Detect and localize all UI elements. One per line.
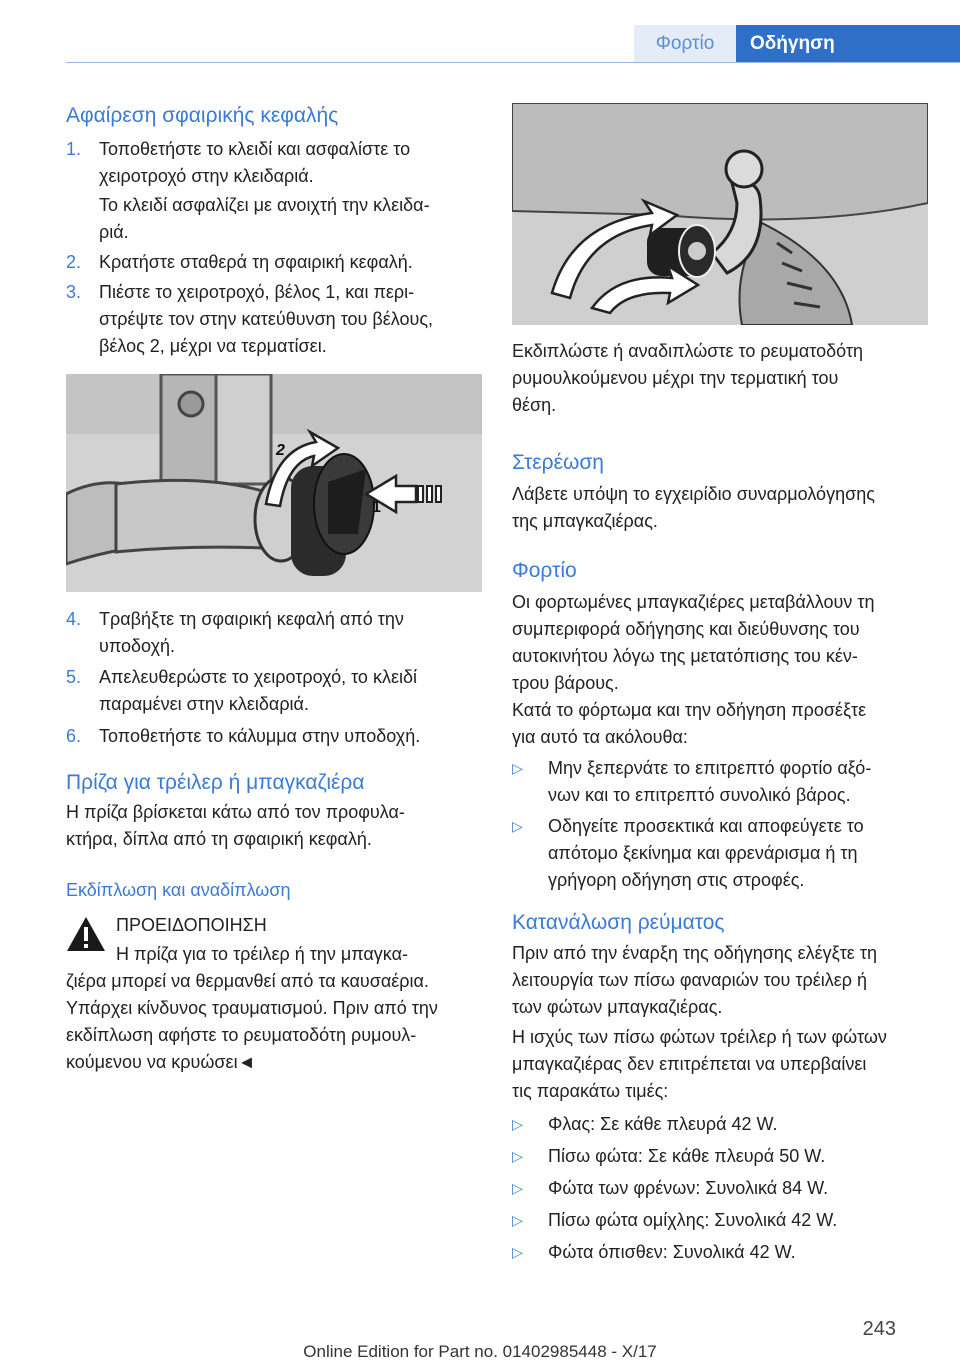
text-line: ζιέρα μπορεί να θερμανθεί από τα καυσαέρια.	[66, 971, 429, 991]
text-line: Υπάρχει κίνδυνος τραυματισμού. Πριν από την	[66, 998, 438, 1018]
step-number: 3.	[66, 282, 82, 302]
step-text	[99, 249, 482, 276]
text-line: κτήρα, δίπλα από τη σφαιρική κεφαλή.	[66, 829, 372, 849]
text-line: νων και το επιτρεπτό συνολικό βάρος.	[548, 785, 851, 805]
header-divider	[66, 62, 960, 63]
page-number: 243	[862, 1318, 896, 1340]
step-line: Τοποθετήστε το κλειδί και ασφαλίστε το	[99, 139, 411, 159]
footer-edition-text: Online Edition for Part no. 01402985448 - X/17	[303, 1342, 657, 1361]
step-number: 4.	[66, 609, 82, 629]
warning-text	[66, 968, 482, 1076]
figure-hand-wheel	[66, 374, 482, 592]
step-line: Πιέστε το χειροτροχό, βέλος 1, και περι‐	[99, 282, 415, 302]
step-list-a	[66, 136, 482, 360]
text-line: Λάβετε υπόψη το εγχειρίδιο συναρμολόγησης	[512, 484, 875, 504]
step-line: Το κλειδί ασφαλίζει με ανοιχτή την κλειδα‐	[99, 195, 430, 215]
step-4	[66, 606, 482, 660]
warning-triangle-icon	[66, 916, 106, 952]
subsection-title-fold: Εκδίπλωση και αναδίπλωση	[66, 880, 291, 900]
step-line: Κρατήστε σταθερά τη σφαιρική κεφαλή.	[99, 252, 413, 272]
power-bullet	[512, 1143, 928, 1170]
power-bullet	[512, 1239, 928, 1266]
header-tab-driving[interactable]	[736, 25, 960, 63]
step-number: 5.	[66, 667, 82, 687]
section-title-fastening: Στερέωση	[512, 451, 604, 474]
power-bullet	[512, 1111, 928, 1138]
text-line: θέση.	[512, 395, 557, 415]
text-line: μπαγκαζιέρας δεν επιτρέπεται να υπερβαίνει	[512, 1054, 867, 1074]
step-6	[66, 723, 482, 750]
step-text	[99, 723, 482, 750]
load-bullet	[512, 813, 928, 898]
text-line: Κατά το φόρτωμα και την οδήγηση προσέξτε	[512, 700, 867, 720]
text-line: των φώτων μπαγκαζιέρας.	[512, 997, 723, 1017]
step-line: βέλος 2, μέχρι να τερματίσει.	[99, 336, 327, 356]
text-line: ρυμουλκούμενου μέχρι την τερματική του	[512, 368, 839, 388]
step-number: 1.	[66, 139, 82, 159]
step-line: Τοποθετήστε το κάλυμμα στην υποδοχή.	[99, 726, 421, 746]
bullet-text: Φώτα όπισθεν: Συνολικά 42 W.	[548, 1242, 796, 1262]
section-title-remove-ball-head: Αφαίρεση σφαιρικής κεφαλής	[66, 104, 339, 127]
text-line: εκδίπλωση αφήστε το ρευματοδότη ρυμουλ‐	[66, 1025, 417, 1045]
section-title-load: Φορτίο	[512, 559, 577, 582]
load-bullet	[512, 755, 928, 813]
text-line: Εκδιπλώστε ή αναδιπλώστε το ρευματοδότη	[512, 341, 864, 361]
text-line: τρου βάρους.	[512, 673, 619, 693]
figure-fold-socket	[512, 103, 928, 325]
bullet-triangle-icon: ▷	[512, 1244, 523, 1260]
figure-label-arrow-1: 1	[372, 499, 381, 516]
step-text	[99, 664, 482, 718]
step-text	[99, 192, 482, 246]
step-number: 2.	[66, 252, 82, 272]
text-line: Οδηγείτε προσεκτικά και αποφεύγετε το	[548, 816, 864, 836]
bullet-triangle-icon: ▷	[512, 1116, 523, 1132]
step-line: στρέψτε τον στην κατεύθυνση του βέλους,	[99, 309, 434, 329]
power-bullet	[512, 1207, 928, 1234]
header-tab-cargo-label: Φορτίο	[655, 33, 715, 54]
step-text	[99, 136, 482, 190]
step-line: υποδοχή.	[99, 636, 176, 656]
step-1	[66, 136, 482, 190]
figure-hand-wheel-drawing	[66, 374, 482, 592]
step-1-note	[66, 192, 482, 246]
figure-fold-socket-drawing	[512, 103, 928, 325]
step-2	[66, 249, 482, 276]
text-line: της μπαγκαζιέρας.	[512, 511, 658, 531]
bullet-triangle-icon: ▷	[512, 1212, 523, 1228]
text-line: Πριν από την έναρξη της οδήγησης ελέγξτε τη	[512, 943, 877, 963]
step-list-b	[66, 606, 482, 752]
power-bullet	[512, 1175, 928, 1202]
bullet-triangle-icon: ▷	[512, 818, 523, 834]
bullet-text	[548, 813, 928, 894]
power-text-2	[512, 1024, 928, 1105]
trailer-socket-text	[66, 799, 482, 853]
section-title-trailer-socket: Πρίζα για τρέιλερ ή μπαγκαζιέρα	[66, 771, 365, 794]
warning-line-1: Η πρίζα για το τρέιλερ ή την μπαγκα‐	[116, 944, 408, 964]
text-line: λειτουργία των πίσω φαναριών του τρέιλερ ή	[512, 970, 868, 990]
step-line: χειροτροχό στην κλειδαριά.	[99, 166, 314, 186]
bullet-text: Φώτα των φρένων: Συνολικά 84 W.	[548, 1178, 829, 1198]
text-line: τις παρακάτω τιμές:	[512, 1081, 669, 1101]
load-text-2	[512, 697, 928, 751]
step-line: Απελευθερώστε το χειροτροχό, το κλειδί	[99, 667, 417, 687]
text-line: γρήγορη οδήγηση στις στροφές.	[548, 870, 805, 890]
bullet-triangle-icon: ▷	[512, 1180, 523, 1196]
warning-label: ΠΡΟΕΙΔΟΠΟΙΗΣΗ	[116, 915, 267, 935]
step-3	[66, 279, 482, 360]
text-line: Μην ξεπερνάτε το επιτρεπτό φορτίο αξό‐	[548, 758, 872, 778]
bullet-text	[548, 755, 928, 809]
bullet-text: Φλας: Σε κάθε πλευρά 42 W.	[548, 1114, 778, 1134]
text-line: συμπεριφορά οδήγησης και διεύθυνσης του	[512, 619, 860, 639]
figure-label-arrow-2: 2	[276, 442, 285, 459]
step-line: Τραβήξτε τη σφαιρική κεφαλή από την	[99, 609, 404, 629]
step-text	[99, 279, 482, 360]
step-number: 6.	[66, 726, 82, 746]
text-line: Οι φορτωμένες μπαγκαζιέρες μεταβάλλουν τη	[512, 592, 875, 612]
text-line: απότομο ξεκίνημα και φρενάρισμα ή τη	[548, 843, 858, 863]
step-text	[99, 606, 482, 660]
step-5	[66, 664, 482, 718]
text-line: αυτοκινήτου λόγω της μετατόπισης του κέν‐	[512, 646, 858, 666]
bullet-text: Πίσω φώτα: Σε κάθε πλευρά 50 W.	[548, 1146, 826, 1166]
bullet-text: Πίσω φώτα ομίχλης: Συνολικά 42 W.	[548, 1210, 838, 1230]
figure-caption	[512, 338, 928, 419]
step-line: παραμένει στην κλειδαριά.	[99, 694, 309, 714]
text-line: για αυτό τα ακόλουθα:	[512, 727, 688, 747]
load-text	[512, 589, 928, 697]
section-title-power: Κατανάλωση ρεύματος	[512, 911, 725, 934]
text-line: Η πρίζα βρίσκεται κάτω από τον προφυλα‐	[66, 802, 405, 822]
text-line: Η ισχύς των πίσω φώτων τρέιλερ ή των φώτων	[512, 1027, 887, 1047]
bullet-triangle-icon: ▷	[512, 1148, 523, 1164]
step-line: ριά.	[99, 222, 129, 242]
fastening-text	[512, 481, 928, 535]
text-line: κούμενου να κρυώσει◄	[66, 1052, 256, 1072]
power-text	[512, 940, 928, 1021]
header-tab-cargo[interactable]	[634, 25, 736, 63]
header-tab-driving-label: Οδήγηση	[750, 33, 835, 54]
bullet-triangle-icon: ▷	[512, 760, 523, 776]
